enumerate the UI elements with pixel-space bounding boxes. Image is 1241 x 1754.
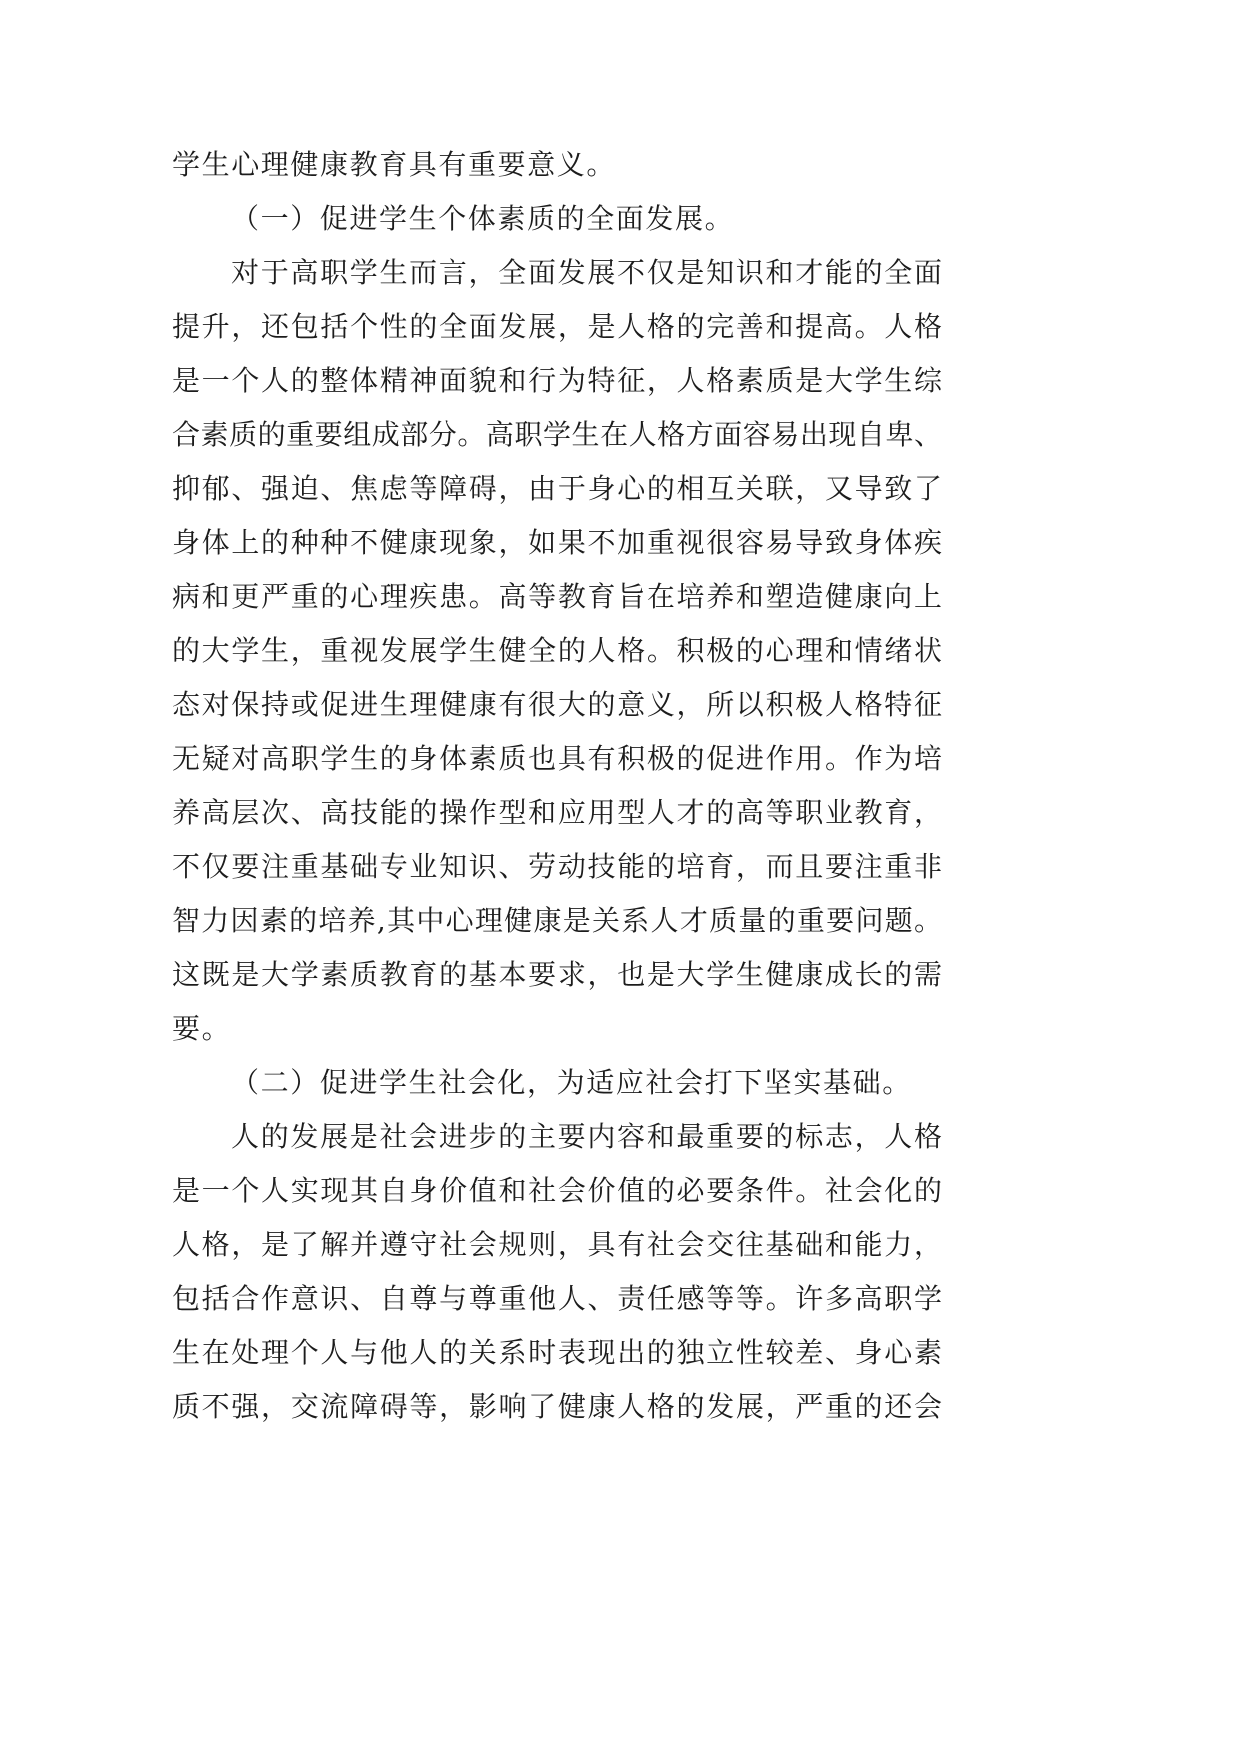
paragraph-line: 病和更严重的心理疾患。高等教育旨在培养和塑造健康向上 bbox=[172, 580, 942, 613]
section-2-paragraph bbox=[172, 1110, 942, 1434]
paragraph-line: 抑郁、强迫、焦虑等障碍，由于身心的相互关联，又导致了 bbox=[172, 472, 942, 505]
paragraph-line: 学生心理健康教育具有重要意义。 bbox=[172, 148, 617, 181]
paragraph-line: 人格，是了解并遵守社会规则，具有社会交往基础和能力， bbox=[172, 1228, 942, 1261]
paragraph-line: 质不强，交流障碍等，影响了健康人格的发展，严重的还会 bbox=[172, 1390, 942, 1423]
paragraph-line: 无疑对高职学生的身体素质也具有积极的促进作用。作为培 bbox=[172, 742, 942, 775]
paragraph-line: 态对保持或促进生理健康有很大的意义，所以积极人格特征 bbox=[172, 688, 942, 721]
paragraph-line: 是一个人的整体精神面貌和行为特征，人格素质是大学生综 bbox=[172, 364, 942, 397]
paragraph-line: 是一个人实现其自身价值和社会价值的必要条件。社会化的 bbox=[172, 1174, 942, 1207]
continuation-paragraph bbox=[172, 138, 942, 192]
paragraph-line: 生在处理个人与他人的关系时表现出的独立性较差、身心素 bbox=[172, 1336, 942, 1369]
paragraph-line: 的大学生，重视发展学生健全的人格。积极的心理和情绪状 bbox=[172, 634, 942, 667]
paragraph-line: 人的发展是社会进步的主要内容和最重要的标志，人格 bbox=[231, 1120, 942, 1153]
paragraph-line: 智力因素的培养,其中心理健康是关系人才质量的重要问题。 bbox=[172, 904, 942, 937]
paragraph-line: 要。 bbox=[172, 1012, 232, 1045]
paragraph-line: 包括合作意识、自尊与尊重他人、责任感等等。许多高职学 bbox=[172, 1282, 942, 1315]
paragraph-line: 不仅要注重基础专业知识、劳动技能的培育，而且要注重非 bbox=[172, 850, 942, 883]
section-1-paragraph bbox=[172, 246, 942, 1056]
paragraph-line: 身体上的种种不健康现象，如果不加重视很容易导致身体疾 bbox=[172, 526, 942, 559]
paragraph-line: 合素质的重要组成部分。高职学生在人格方面容易出现自卑、 bbox=[172, 418, 942, 451]
body-text bbox=[172, 138, 942, 1434]
section-heading-1: （一）促进学生个体素质的全面发展。 bbox=[231, 202, 735, 235]
paragraph-line: 养高层次、高技能的操作型和应用型人才的高等职业教育， bbox=[172, 796, 942, 829]
paragraph-line: 对于高职学生而言，全面发展不仅是知识和才能的全面 bbox=[231, 256, 942, 289]
paragraph-line: 提升，还包括个性的全面发展，是人格的完善和提高。人格 bbox=[172, 310, 942, 343]
section-heading-2: （二）促进学生社会化，为适应社会打下坚实基础。 bbox=[231, 1066, 912, 1099]
paragraph-line: 这既是大学素质教育的基本要求，也是大学生健康成长的需 bbox=[172, 958, 942, 991]
